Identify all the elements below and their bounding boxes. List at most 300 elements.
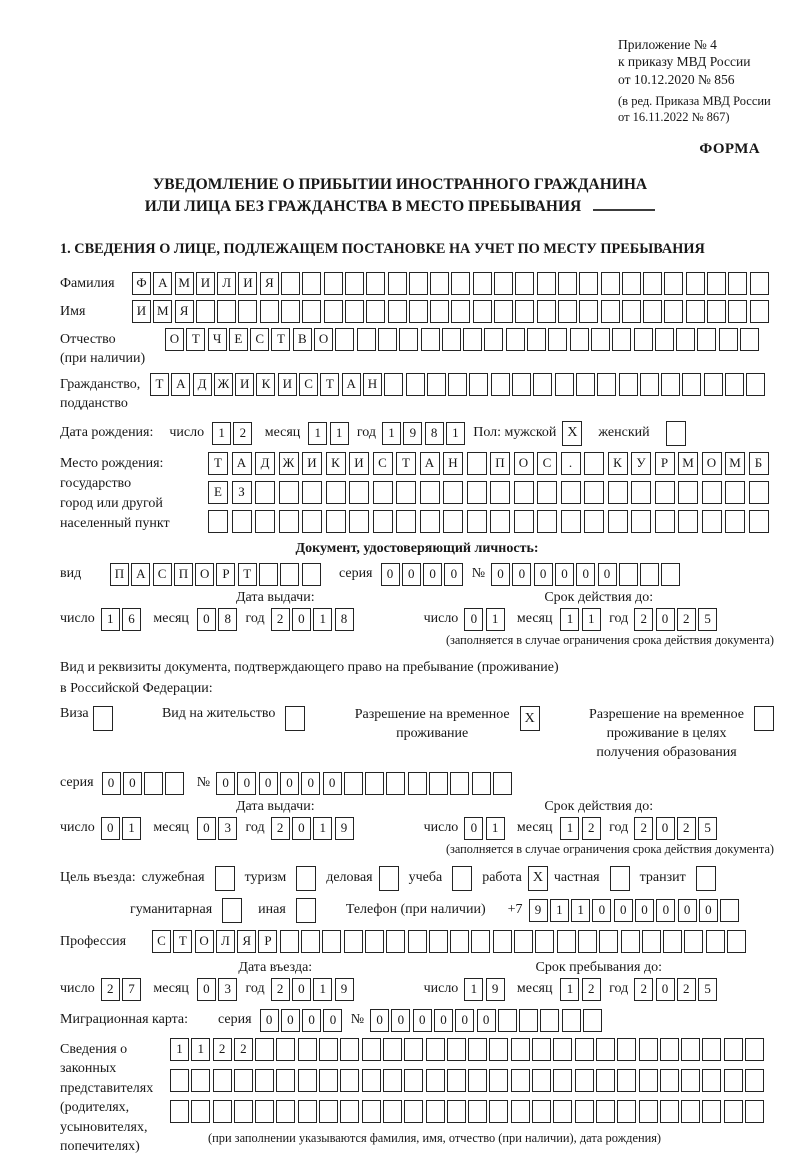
char-box[interactable]: 5 bbox=[698, 817, 717, 840]
char-box[interactable] bbox=[643, 272, 662, 295]
char-box[interactable]: Б bbox=[749, 452, 769, 475]
char-box[interactable] bbox=[357, 328, 376, 351]
char-box[interactable] bbox=[750, 300, 769, 323]
char-box[interactable] bbox=[558, 300, 577, 323]
char-box[interactable]: 5 bbox=[698, 978, 717, 1001]
char-box[interactable] bbox=[533, 373, 552, 396]
char-box[interactable]: 0 bbox=[477, 1009, 496, 1032]
char-box[interactable] bbox=[366, 272, 385, 295]
char-box[interactable]: 2 bbox=[634, 608, 653, 631]
char-box[interactable]: О bbox=[702, 452, 722, 475]
char-box[interactable] bbox=[170, 1069, 189, 1092]
char-box[interactable]: 0 bbox=[323, 1009, 342, 1032]
char-box[interactable]: 0 bbox=[402, 563, 421, 586]
char-box[interactable]: И bbox=[238, 272, 257, 295]
char-box[interactable] bbox=[489, 1100, 508, 1123]
char-box[interactable] bbox=[634, 328, 653, 351]
char-box[interactable]: 0 bbox=[576, 563, 595, 586]
char-box[interactable] bbox=[443, 510, 463, 533]
char-box[interactable] bbox=[490, 510, 510, 533]
char-box[interactable] bbox=[697, 328, 716, 351]
char-box[interactable]: С bbox=[152, 930, 171, 953]
char-box[interactable]: О bbox=[165, 328, 184, 351]
char-box[interactable] bbox=[601, 272, 620, 295]
char-box[interactable] bbox=[608, 510, 628, 533]
char-box[interactable]: 3 bbox=[218, 978, 237, 1001]
char-box[interactable]: 1 bbox=[486, 817, 505, 840]
char-box[interactable] bbox=[584, 481, 604, 504]
char-box[interactable] bbox=[750, 272, 769, 295]
char-box[interactable] bbox=[426, 1100, 445, 1123]
purpose-official-checkbox[interactable] bbox=[215, 866, 235, 891]
char-box[interactable] bbox=[421, 328, 440, 351]
char-box[interactable] bbox=[301, 930, 320, 953]
char-box[interactable] bbox=[326, 481, 346, 504]
char-box[interactable] bbox=[661, 563, 680, 586]
char-box[interactable] bbox=[448, 373, 467, 396]
char-box[interactable] bbox=[720, 899, 739, 922]
purpose-tourism-checkbox[interactable] bbox=[296, 866, 316, 891]
char-box[interactable] bbox=[144, 772, 163, 795]
char-box[interactable] bbox=[512, 373, 531, 396]
char-box[interactable]: А bbox=[420, 452, 440, 475]
char-box[interactable]: А bbox=[131, 563, 150, 586]
char-box[interactable] bbox=[319, 1100, 338, 1123]
char-box[interactable] bbox=[324, 300, 343, 323]
char-box[interactable] bbox=[443, 481, 463, 504]
char-box[interactable]: 0 bbox=[434, 1009, 453, 1032]
char-box[interactable]: 0 bbox=[370, 1009, 389, 1032]
char-box[interactable]: 0 bbox=[444, 563, 463, 586]
char-box[interactable] bbox=[429, 930, 448, 953]
visa-checkbox[interactable] bbox=[93, 706, 113, 731]
char-box[interactable] bbox=[639, 1038, 658, 1061]
char-box[interactable]: И bbox=[302, 452, 322, 475]
char-box[interactable]: И bbox=[278, 373, 297, 396]
char-box[interactable] bbox=[702, 481, 722, 504]
char-box[interactable] bbox=[473, 272, 492, 295]
char-box[interactable] bbox=[259, 563, 278, 586]
char-box[interactable]: С bbox=[299, 373, 318, 396]
char-box[interactable] bbox=[467, 452, 487, 475]
char-box[interactable] bbox=[532, 1038, 551, 1061]
char-box[interactable] bbox=[704, 373, 723, 396]
char-box[interactable]: И bbox=[349, 452, 369, 475]
char-box[interactable] bbox=[383, 1038, 402, 1061]
char-box[interactable]: А bbox=[232, 452, 252, 475]
char-box[interactable] bbox=[660, 1069, 679, 1092]
char-box[interactable]: 1 bbox=[313, 817, 332, 840]
char-box[interactable] bbox=[386, 930, 405, 953]
char-box[interactable]: 2 bbox=[582, 978, 601, 1001]
char-box[interactable] bbox=[619, 563, 638, 586]
temp-residence-checkbox[interactable]: X bbox=[520, 706, 540, 731]
char-box[interactable]: 1 bbox=[330, 422, 349, 445]
char-box[interactable] bbox=[719, 328, 738, 351]
char-box[interactable] bbox=[725, 510, 745, 533]
char-box[interactable]: М bbox=[725, 452, 745, 475]
char-box[interactable] bbox=[575, 1069, 594, 1092]
char-box[interactable] bbox=[408, 772, 427, 795]
char-box[interactable]: К bbox=[256, 373, 275, 396]
char-box[interactable] bbox=[724, 1038, 743, 1061]
char-box[interactable] bbox=[661, 373, 680, 396]
char-box[interactable] bbox=[578, 930, 597, 953]
char-box[interactable]: 1 bbox=[308, 422, 327, 445]
char-box[interactable] bbox=[302, 481, 322, 504]
char-box[interactable]: 2 bbox=[233, 422, 252, 445]
char-box[interactable] bbox=[494, 300, 513, 323]
char-box[interactable]: А bbox=[153, 272, 172, 295]
char-box[interactable]: 1 bbox=[170, 1038, 189, 1061]
char-box[interactable] bbox=[260, 300, 279, 323]
purpose-private-checkbox[interactable] bbox=[610, 866, 630, 891]
char-box[interactable]: О bbox=[195, 563, 214, 586]
char-box[interactable]: 0 bbox=[635, 899, 654, 922]
char-box[interactable] bbox=[617, 1069, 636, 1092]
char-box[interactable]: 8 bbox=[425, 422, 444, 445]
char-box[interactable]: О bbox=[514, 452, 534, 475]
char-box[interactable]: . bbox=[561, 452, 581, 475]
char-box[interactable] bbox=[396, 510, 416, 533]
char-box[interactable] bbox=[196, 300, 215, 323]
char-box[interactable]: Ж bbox=[279, 452, 299, 475]
char-box[interactable] bbox=[388, 272, 407, 295]
char-box[interactable]: Т bbox=[238, 563, 257, 586]
char-box[interactable]: 0 bbox=[301, 772, 320, 795]
char-box[interactable] bbox=[362, 1100, 381, 1123]
char-box[interactable] bbox=[298, 1069, 317, 1092]
char-box[interactable] bbox=[617, 1038, 636, 1061]
char-box[interactable]: Т bbox=[320, 373, 339, 396]
char-box[interactable] bbox=[727, 930, 746, 953]
char-box[interactable] bbox=[490, 481, 510, 504]
char-box[interactable]: 1 bbox=[101, 608, 120, 631]
char-box[interactable] bbox=[702, 1038, 721, 1061]
char-box[interactable]: С bbox=[373, 452, 393, 475]
char-box[interactable] bbox=[724, 1069, 743, 1092]
char-box[interactable] bbox=[575, 1038, 594, 1061]
char-box[interactable] bbox=[579, 300, 598, 323]
purpose-business-checkbox[interactable] bbox=[379, 866, 399, 891]
char-box[interactable] bbox=[467, 481, 487, 504]
char-box[interactable]: 9 bbox=[335, 978, 354, 1001]
char-box[interactable] bbox=[383, 1069, 402, 1092]
char-box[interactable]: 0 bbox=[102, 772, 121, 795]
char-box[interactable] bbox=[702, 1100, 721, 1123]
char-box[interactable] bbox=[601, 300, 620, 323]
char-box[interactable]: Ф bbox=[132, 272, 151, 295]
char-box[interactable] bbox=[280, 930, 299, 953]
char-box[interactable]: С bbox=[250, 328, 269, 351]
char-box[interactable] bbox=[345, 272, 364, 295]
char-box[interactable]: М bbox=[678, 452, 698, 475]
char-box[interactable] bbox=[506, 328, 525, 351]
char-box[interactable]: 8 bbox=[218, 608, 237, 631]
char-box[interactable] bbox=[640, 563, 659, 586]
char-box[interactable] bbox=[596, 1038, 615, 1061]
char-box[interactable]: 1 bbox=[560, 978, 579, 1001]
char-box[interactable]: Я bbox=[237, 930, 256, 953]
char-box[interactable] bbox=[682, 373, 701, 396]
char-box[interactable]: А bbox=[171, 373, 190, 396]
char-box[interactable] bbox=[208, 510, 228, 533]
char-box[interactable] bbox=[468, 1038, 487, 1061]
char-box[interactable] bbox=[639, 1069, 658, 1092]
char-box[interactable] bbox=[561, 510, 581, 533]
char-box[interactable] bbox=[535, 930, 554, 953]
char-box[interactable] bbox=[558, 272, 577, 295]
char-box[interactable] bbox=[362, 1069, 381, 1092]
char-box[interactable]: 1 bbox=[464, 978, 483, 1001]
char-box[interactable]: 2 bbox=[677, 978, 696, 1001]
char-box[interactable] bbox=[409, 272, 428, 295]
char-box[interactable] bbox=[447, 1069, 466, 1092]
char-box[interactable] bbox=[553, 1038, 572, 1061]
char-box[interactable]: С bbox=[537, 452, 557, 475]
char-box[interactable]: 1 bbox=[560, 608, 579, 631]
purpose-study-checkbox[interactable] bbox=[452, 866, 472, 891]
char-box[interactable] bbox=[681, 1038, 700, 1061]
char-box[interactable] bbox=[642, 930, 661, 953]
purpose-transit-checkbox[interactable] bbox=[696, 866, 716, 891]
purpose-other-checkbox[interactable] bbox=[296, 898, 316, 923]
char-box[interactable] bbox=[749, 481, 769, 504]
char-box[interactable] bbox=[366, 300, 385, 323]
char-box[interactable]: 0 bbox=[123, 772, 142, 795]
char-box[interactable]: Н bbox=[443, 452, 463, 475]
char-box[interactable]: 9 bbox=[403, 422, 422, 445]
char-box[interactable]: И bbox=[235, 373, 254, 396]
char-box[interactable] bbox=[386, 772, 405, 795]
char-box[interactable] bbox=[527, 328, 546, 351]
char-box[interactable] bbox=[388, 300, 407, 323]
char-box[interactable] bbox=[617, 1100, 636, 1123]
char-box[interactable]: 0 bbox=[216, 772, 235, 795]
char-box[interactable] bbox=[612, 328, 631, 351]
char-box[interactable]: П bbox=[110, 563, 129, 586]
char-box[interactable] bbox=[349, 481, 369, 504]
char-box[interactable] bbox=[344, 930, 363, 953]
char-box[interactable]: 1 bbox=[313, 608, 332, 631]
char-box[interactable] bbox=[707, 300, 726, 323]
char-box[interactable] bbox=[631, 510, 651, 533]
char-box[interactable]: 1 bbox=[313, 978, 332, 1001]
char-box[interactable]: Я bbox=[175, 300, 194, 323]
char-box[interactable] bbox=[319, 1038, 338, 1061]
char-box[interactable]: 2 bbox=[271, 608, 290, 631]
char-box[interactable] bbox=[232, 510, 252, 533]
char-box[interactable]: 2 bbox=[677, 817, 696, 840]
char-box[interactable]: 0 bbox=[678, 899, 697, 922]
char-box[interactable] bbox=[583, 1009, 602, 1032]
char-box[interactable]: 0 bbox=[614, 899, 633, 922]
char-box[interactable]: 8 bbox=[335, 608, 354, 631]
char-box[interactable] bbox=[302, 563, 321, 586]
char-box[interactable] bbox=[596, 1069, 615, 1092]
char-box[interactable] bbox=[298, 1100, 317, 1123]
char-box[interactable] bbox=[555, 373, 574, 396]
char-box[interactable]: О bbox=[195, 930, 214, 953]
char-box[interactable] bbox=[362, 1038, 381, 1061]
char-box[interactable] bbox=[724, 1100, 743, 1123]
char-box[interactable] bbox=[660, 1038, 679, 1061]
char-box[interactable] bbox=[451, 300, 470, 323]
char-box[interactable] bbox=[584, 452, 604, 475]
char-box[interactable] bbox=[447, 1100, 466, 1123]
char-box[interactable] bbox=[451, 272, 470, 295]
char-box[interactable]: 2 bbox=[271, 978, 290, 1001]
char-box[interactable]: 2 bbox=[213, 1038, 232, 1061]
char-box[interactable] bbox=[745, 1038, 764, 1061]
char-box[interactable] bbox=[494, 272, 513, 295]
char-box[interactable]: 0 bbox=[292, 978, 311, 1001]
char-box[interactable] bbox=[255, 510, 275, 533]
char-box[interactable]: 0 bbox=[197, 608, 216, 631]
char-box[interactable]: 1 bbox=[486, 608, 505, 631]
char-box[interactable]: Е bbox=[208, 481, 228, 504]
char-box[interactable]: 2 bbox=[271, 817, 290, 840]
char-box[interactable] bbox=[537, 481, 557, 504]
char-box[interactable] bbox=[255, 1038, 274, 1061]
char-box[interactable] bbox=[429, 772, 448, 795]
char-box[interactable] bbox=[511, 1038, 530, 1061]
char-box[interactable]: 0 bbox=[656, 608, 675, 631]
char-box[interactable] bbox=[663, 930, 682, 953]
char-box[interactable]: Д bbox=[255, 452, 275, 475]
char-box[interactable] bbox=[745, 1069, 764, 1092]
char-box[interactable]: 0 bbox=[302, 1009, 321, 1032]
char-box[interactable] bbox=[514, 930, 533, 953]
char-box[interactable]: З bbox=[232, 481, 252, 504]
char-box[interactable] bbox=[678, 510, 698, 533]
char-box[interactable] bbox=[447, 1038, 466, 1061]
char-box[interactable]: 1 bbox=[191, 1038, 210, 1061]
char-box[interactable] bbox=[537, 510, 557, 533]
char-box[interactable]: 0 bbox=[464, 608, 483, 631]
residence-permit-checkbox[interactable] bbox=[285, 706, 305, 731]
char-box[interactable]: П bbox=[174, 563, 193, 586]
char-box[interactable]: Р bbox=[216, 563, 235, 586]
char-box[interactable]: А bbox=[342, 373, 361, 396]
char-box[interactable]: 9 bbox=[529, 899, 548, 922]
char-box[interactable] bbox=[686, 300, 705, 323]
char-box[interactable]: 0 bbox=[381, 563, 400, 586]
char-box[interactable] bbox=[471, 930, 490, 953]
char-box[interactable]: Т bbox=[173, 930, 192, 953]
char-box[interactable]: 1 bbox=[582, 608, 601, 631]
char-box[interactable] bbox=[540, 1009, 559, 1032]
char-box[interactable] bbox=[514, 510, 534, 533]
char-box[interactable] bbox=[383, 1100, 402, 1123]
char-box[interactable] bbox=[238, 300, 257, 323]
char-box[interactable]: 0 bbox=[598, 563, 617, 586]
char-box[interactable] bbox=[553, 1100, 572, 1123]
char-box[interactable] bbox=[707, 272, 726, 295]
char-box[interactable]: 0 bbox=[323, 772, 342, 795]
char-box[interactable]: 5 bbox=[698, 608, 717, 631]
char-box[interactable] bbox=[276, 1069, 295, 1092]
char-box[interactable] bbox=[621, 930, 640, 953]
char-box[interactable] bbox=[575, 1100, 594, 1123]
char-box[interactable] bbox=[491, 373, 510, 396]
char-box[interactable] bbox=[404, 1038, 423, 1061]
char-box[interactable] bbox=[676, 328, 695, 351]
char-box[interactable] bbox=[280, 563, 299, 586]
char-box[interactable] bbox=[608, 481, 628, 504]
char-box[interactable] bbox=[213, 1069, 232, 1092]
char-box[interactable]: 0 bbox=[592, 899, 611, 922]
char-box[interactable]: 0 bbox=[555, 563, 574, 586]
char-box[interactable] bbox=[340, 1038, 359, 1061]
char-box[interactable]: О bbox=[314, 328, 333, 351]
char-box[interactable] bbox=[473, 300, 492, 323]
char-box[interactable] bbox=[619, 373, 638, 396]
char-box[interactable] bbox=[622, 272, 641, 295]
char-box[interactable] bbox=[532, 1069, 551, 1092]
char-box[interactable] bbox=[664, 272, 683, 295]
char-box[interactable] bbox=[702, 510, 722, 533]
char-box[interactable] bbox=[396, 481, 416, 504]
char-box[interactable] bbox=[340, 1069, 359, 1092]
char-box[interactable]: 1 bbox=[446, 422, 465, 445]
char-box[interactable]: 9 bbox=[335, 817, 354, 840]
char-box[interactable] bbox=[631, 481, 651, 504]
char-box[interactable]: 0 bbox=[656, 899, 675, 922]
char-box[interactable] bbox=[746, 373, 765, 396]
char-box[interactable] bbox=[576, 373, 595, 396]
char-box[interactable] bbox=[681, 1069, 700, 1092]
char-box[interactable]: Н bbox=[363, 373, 382, 396]
char-box[interactable] bbox=[276, 1100, 295, 1123]
char-box[interactable] bbox=[702, 1069, 721, 1092]
char-box[interactable] bbox=[378, 328, 397, 351]
char-box[interactable]: 1 bbox=[571, 899, 590, 922]
char-box[interactable] bbox=[511, 1100, 530, 1123]
char-box[interactable] bbox=[170, 1100, 189, 1123]
char-box[interactable] bbox=[686, 272, 705, 295]
char-box[interactable] bbox=[664, 300, 683, 323]
char-box[interactable] bbox=[745, 1100, 764, 1123]
char-box[interactable] bbox=[655, 328, 674, 351]
char-box[interactable]: 0 bbox=[197, 978, 216, 1001]
purpose-work-checkbox[interactable]: X bbox=[528, 866, 548, 891]
char-box[interactable] bbox=[324, 272, 343, 295]
char-box[interactable] bbox=[489, 1069, 508, 1092]
char-box[interactable] bbox=[404, 1069, 423, 1092]
char-box[interactable]: У bbox=[631, 452, 651, 475]
char-box[interactable] bbox=[643, 300, 662, 323]
char-box[interactable] bbox=[725, 481, 745, 504]
char-box[interactable] bbox=[217, 300, 236, 323]
char-box[interactable] bbox=[591, 328, 610, 351]
char-box[interactable]: 0 bbox=[656, 817, 675, 840]
char-box[interactable] bbox=[728, 300, 747, 323]
char-box[interactable] bbox=[420, 481, 440, 504]
char-box[interactable] bbox=[622, 300, 641, 323]
char-box[interactable] bbox=[255, 481, 275, 504]
char-box[interactable]: 0 bbox=[237, 772, 256, 795]
char-box[interactable] bbox=[279, 510, 299, 533]
char-box[interactable] bbox=[442, 328, 461, 351]
char-box[interactable] bbox=[511, 1069, 530, 1092]
char-box[interactable]: К bbox=[608, 452, 628, 475]
char-box[interactable]: Т bbox=[186, 328, 205, 351]
char-box[interactable] bbox=[279, 481, 299, 504]
char-box[interactable]: 0 bbox=[455, 1009, 474, 1032]
char-box[interactable] bbox=[281, 272, 300, 295]
char-box[interactable] bbox=[191, 1100, 210, 1123]
